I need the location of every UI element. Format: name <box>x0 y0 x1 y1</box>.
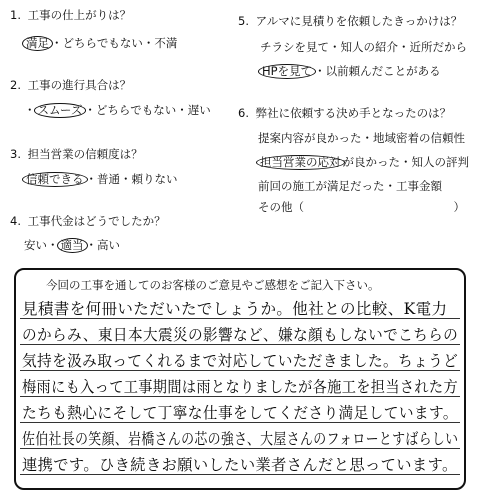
answer-options-2 <box>24 103 211 118</box>
handwritten-line: 佐伯社長の笑顔、岩橋さんの芯の強さ、大屋さんのフォローとすばらしい <box>22 430 459 448</box>
question-1 <box>10 8 131 23</box>
answer-options-6-line4: その他（ ） <box>258 200 465 214</box>
question-number: 4. <box>10 214 21 228</box>
question-6 <box>238 106 451 121</box>
question-5 <box>238 14 462 29</box>
handwritten-line: 見積書を何冊いただいたでしょうか。他社との比較、K電力 <box>22 300 448 318</box>
question-number: 5. <box>238 14 249 28</box>
answer-options-5-line1: チラシを見て・知人の紹介・近所だから <box>260 40 467 54</box>
answer-options-4 <box>24 238 120 253</box>
question-4 <box>10 214 166 229</box>
answer-options-6-line3: 前回の施工が満足だった・工事金額 <box>258 179 442 193</box>
other-options: ・どちらでもない・遅い <box>84 103 211 117</box>
selected-answer[interactable]: 適当 <box>57 238 88 253</box>
answer-options-6-line2 <box>258 155 469 170</box>
question-number: 1. <box>10 8 21 22</box>
question-text: 工事の仕上がりは？ <box>27 8 132 22</box>
option-separator: ・ <box>24 103 36 117</box>
question-number: 2. <box>10 78 21 92</box>
handwritten-line: 連携です。ひき続きお願いしたい業者さんだと思っています。 <box>22 456 458 474</box>
other-options: が良かった・知人の評判 <box>342 155 469 169</box>
underline <box>20 370 460 371</box>
underline <box>20 396 460 397</box>
option-prefix: 安い・ <box>24 238 59 252</box>
comment-title: 今回の工事を通してのお客様のご意見やご感想をご記入下さい。 <box>46 278 380 292</box>
selected-answer[interactable]: スムーズ <box>34 103 87 118</box>
selected-answer[interactable]: 満足 <box>22 36 53 51</box>
answer-options-1 <box>24 36 177 51</box>
selected-answer[interactable]: 信頼できる <box>22 172 88 187</box>
underline <box>20 344 460 345</box>
handwritten-line: 気持を汲み取ってくれるまで対応していただきました。ちょうど <box>22 352 459 370</box>
question-number: 3. <box>10 147 21 161</box>
question-3 <box>10 147 143 162</box>
underline <box>20 474 460 475</box>
underline <box>20 422 460 423</box>
handwritten-line: たちも熱心にそして丁寧な仕事をしてくださり満足しています。 <box>22 404 458 422</box>
question-text: 弊社に依頼する決め手となったのは？ <box>255 106 452 120</box>
question-2 <box>10 78 131 93</box>
question-text: アルマに見積りを依頼したきっかけは？ <box>255 14 463 28</box>
underline <box>20 318 460 319</box>
other-options: ・どちらでもない・不満 <box>51 36 178 50</box>
question-text: 工事代金はどうでしたか？ <box>27 214 166 228</box>
question-text: 担当営業の信頼度は？ <box>27 147 143 161</box>
selected-answer[interactable]: HPを見て <box>258 64 316 79</box>
selected-answer[interactable]: 担当営業の応対 <box>256 155 345 170</box>
handwritten-line: 梅雨にも入って工事期間は雨となりましたが各施工を担当された方 <box>22 378 458 396</box>
underline <box>20 448 460 449</box>
other-options: ・普通・頼りない <box>85 172 178 186</box>
handwritten-line: のからみ、東日本大震災の影響など、嫌な顔もしないでこちらの <box>22 326 459 344</box>
answer-options-5-line2 <box>260 64 441 79</box>
answer-options-6-line1: 提案内容が良かった・地域密着の信頼性 <box>258 131 465 145</box>
other-options: ・高い <box>85 238 120 252</box>
question-number: 6. <box>238 106 249 120</box>
question-text: 工事の進行具合は？ <box>27 78 132 92</box>
answer-options-3 <box>24 172 178 187</box>
other-options: ・以前頼んだことがある <box>314 64 441 78</box>
